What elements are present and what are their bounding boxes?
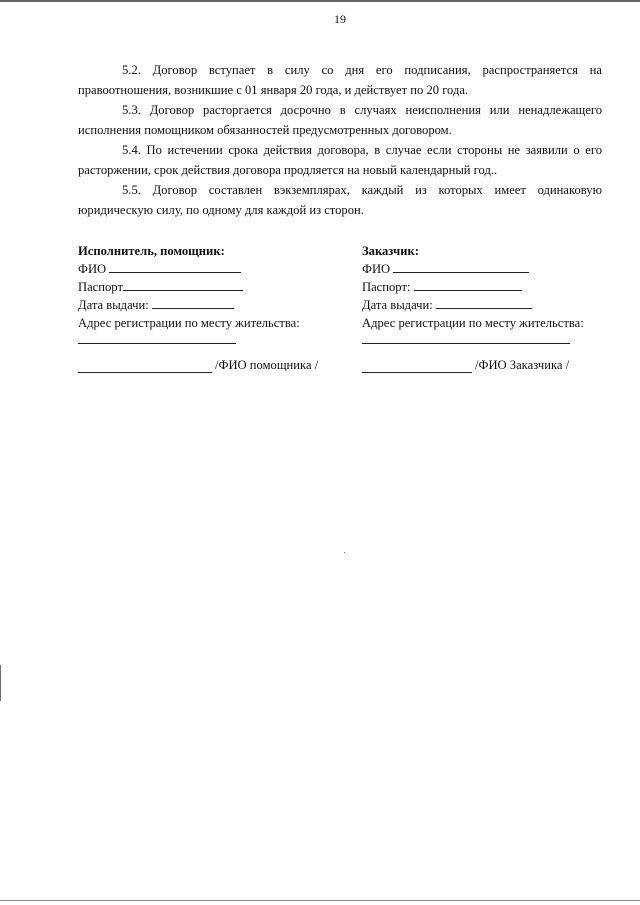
executor-fio-label: ФИО bbox=[78, 262, 107, 276]
customer-signature-caption: /ФИО Заказчика / bbox=[475, 358, 570, 372]
customer-address-field[interactable] bbox=[362, 343, 570, 344]
executor-block bbox=[78, 243, 348, 314]
executor-title: Исполнитель, помощник: bbox=[78, 244, 225, 258]
customer-title: Заказчик: bbox=[362, 244, 419, 258]
clause-5-2 bbox=[78, 60, 602, 100]
clause-number: 5.3. bbox=[122, 103, 141, 117]
clause-5-4 bbox=[78, 140, 602, 180]
customer-issue-date-field[interactable] bbox=[436, 296, 532, 309]
customer-block bbox=[362, 243, 612, 314]
scan-edge-bottom bbox=[0, 900, 640, 901]
page-number: 19 bbox=[334, 12, 346, 26]
scan-edge-left bbox=[0, 665, 1, 701]
executor-passport-label: Паспорт bbox=[78, 280, 123, 294]
executor-issue-date-label: Дата выдачи: bbox=[78, 298, 149, 312]
customer-fio-label: ФИО bbox=[362, 262, 391, 276]
clause-5-5 bbox=[78, 180, 602, 220]
executor-issue-date-row bbox=[78, 296, 348, 314]
customer-fio-field[interactable] bbox=[393, 260, 529, 273]
executor-fio-row bbox=[78, 260, 348, 278]
clause-number: 5.4. bbox=[122, 143, 141, 157]
executor-passport-field[interactable] bbox=[123, 278, 243, 291]
executor-address-field[interactable] bbox=[78, 343, 236, 344]
clause-text: Договор вступает в силу со дня его подписания, распространяется на правоотношения, возникшие с 01 января 20 года, и действует по 20 года. bbox=[78, 63, 602, 97]
customer-signature-line[interactable] bbox=[362, 372, 472, 373]
customer-issue-date-row bbox=[362, 296, 612, 314]
clause-text: Договор составлен вэкземплярах, каждый из которых имеет одинаковую юридическую силу, по одному для каждой из сторон. bbox=[78, 183, 602, 217]
clause-text: По истечении срока действия договора, в случае если стороны не заявили о его расторжении, срок действия договора продляется на новый календарный год.. bbox=[78, 143, 603, 177]
executor-issue-date-field[interactable] bbox=[152, 296, 234, 309]
clause-number: 5.2. bbox=[122, 63, 141, 77]
customer-address-label: Адрес регистрации по месту жительства: bbox=[362, 316, 584, 330]
customer-issue-date-label: Дата выдачи: bbox=[362, 298, 433, 312]
executor-address-label: Адрес регистрации по месту жительства: bbox=[78, 316, 300, 330]
executor-passport-row bbox=[78, 278, 348, 296]
executor-signature-caption: /ФИО помощника / bbox=[215, 358, 319, 372]
customer-passport-field[interactable] bbox=[414, 278, 522, 291]
executor-signature-line[interactable] bbox=[78, 372, 212, 373]
scan-speck bbox=[344, 552, 345, 553]
clause-number: 5.5. bbox=[122, 183, 141, 197]
scan-edge-top bbox=[0, 0, 640, 2]
clause-5-3 bbox=[78, 100, 602, 140]
customer-fio-row bbox=[362, 260, 612, 278]
customer-passport-label: Паспорт: bbox=[362, 280, 411, 294]
executor-fio-field[interactable] bbox=[109, 260, 241, 273]
customer-passport-row bbox=[362, 278, 612, 296]
clause-text: Договор расторгается досрочно в случаях неисполнения или ненадлежащего исполнения помощником обязанностей предусмотренных договором. bbox=[78, 103, 602, 137]
